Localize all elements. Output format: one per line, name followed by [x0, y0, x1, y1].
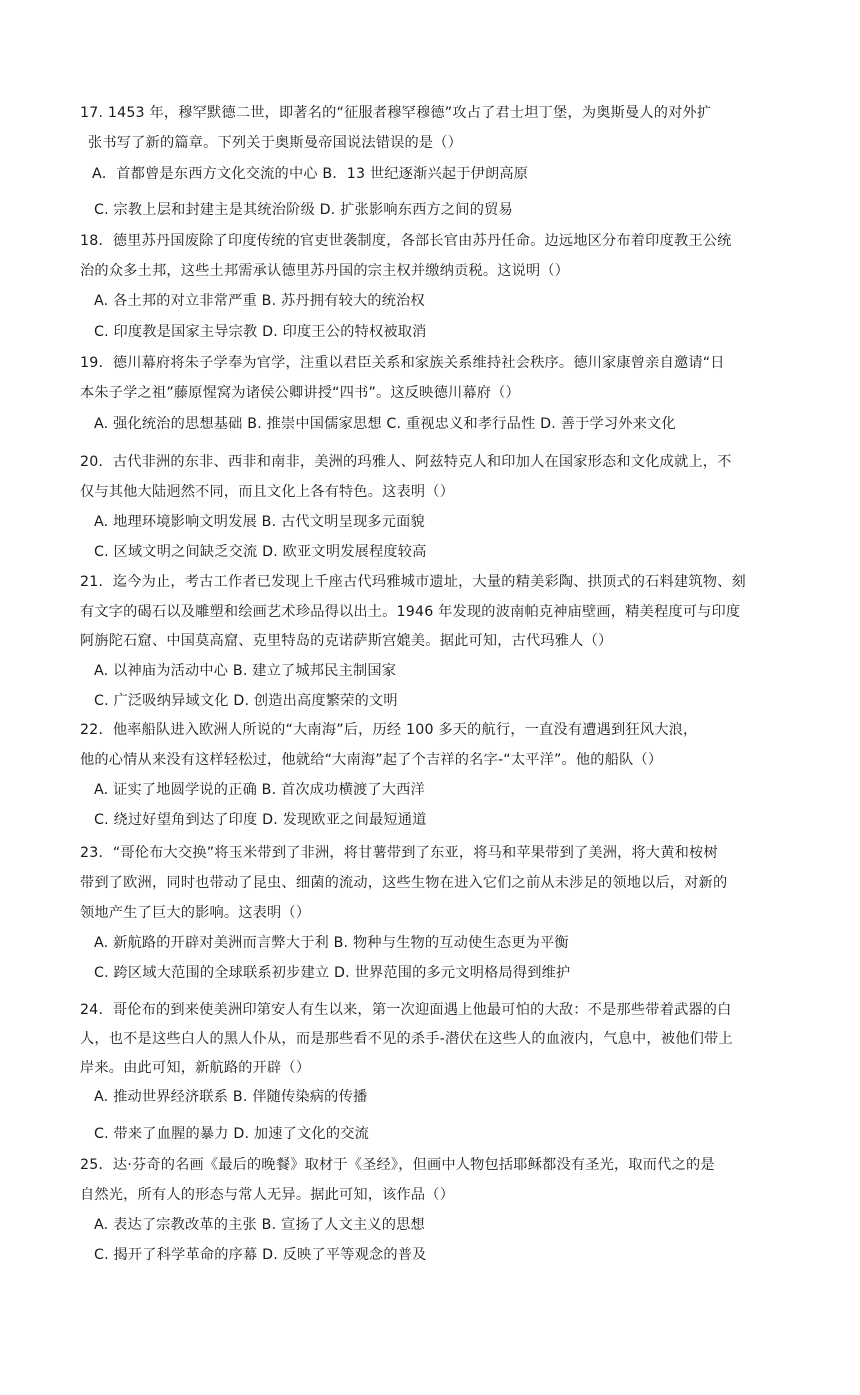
- question-17-option-line-1: A．首都曾是东西方文化交流的中心 B．13 世纪逐渐兴起于伊朗高原: [92, 166, 529, 182]
- question-19-option-line-1: A. 强化统治的思想基础 B. 推崇中国儒家思想 C. 重视忠义和孝行品性 D. 善于学习外来文化: [94, 416, 676, 432]
- question-18-option-line-1: A. 各土邦的对立非常严重 B. 苏丹拥有较大的统治权: [94, 293, 425, 309]
- question-22-stem-line-1: 22．他率船队进入欧洲人所说的“大南海”后，历经 100 多天的航行，一直没有遭遇到狂风大浪，: [80, 722, 698, 738]
- question-23-stem-line-2: 带到了欧洲，同时也带动了昆虫、细菌的流动，这些生物在进入它们之前从未涉足的领地以后，对新的: [80, 875, 728, 891]
- question-19-stem-line-1: 19．德川幕府将朱子学奉为官学，注重以君臣关系和家族关系维持社会秩序。德川家康曾亲自邀请“日: [80, 355, 725, 371]
- question-18-stem-line-2: 治的众多土邦，这些土邦需承认德里苏丹国的宗主权并缴纳贡税。这说明（）: [80, 263, 570, 279]
- question-20-stem-line-2: 仅与其他大陆迥然不同，而且文化上各有特色。这表明（）: [80, 484, 455, 500]
- question-21-stem-line-1: 21．迄今为止，考古工作者已发现上千座古代玛雅城市遗址，大量的精美彩陶、拱顶式的石料建筑物、刻: [80, 574, 746, 590]
- question-22-option-line-1: A. 证实了地圆学说的正确 B. 首次成功横渡了大西洋: [94, 782, 425, 798]
- question-24-option-line-2: C. 带来了血腥的暴力 D. 加速了文化的交流: [94, 1126, 369, 1142]
- question-25-option-line-2: C. 揭开了科学革命的序幕 D. 反映了平等观念的普及: [94, 1247, 427, 1263]
- question-21-option-line-1: A. 以神庙为活动中心 B. 建立了城邦民主制国家: [94, 663, 397, 679]
- question-22-stem-line-2: 他的心情从来没有这样轻松过，他就给“大南海”起了个吉祥的名字-“太平洋”。他的船队（）: [80, 752, 663, 768]
- question-20-stem-line-1: 20．古代非洲的东非、西非和南非，美洲的玛雅人、阿兹特克人和印加人在国家形态和文化成就上，不: [80, 454, 732, 470]
- question-21-option-line-2: C. 广泛吸纳异域文化 D. 创造出高度繁荣的文明: [94, 693, 398, 709]
- question-17-stem-line-2: 张书写了新的篇章。下列关于奥斯曼帝国说法错误的是（）: [88, 135, 463, 151]
- question-24-stem-line-2: 人，也不是这些白人的黑人仆从，而是那些看不见的杀手-潜伏在这些人的血液内，气息中，被他们带上: [80, 1031, 733, 1047]
- question-23-option-line-1: A. 新航路的开辟对美洲而言弊大于利 B. 物种与生物的互动使生态更为平衡: [94, 935, 569, 951]
- question-20-option-line-2: C. 区域文明之间缺乏交流 D. 欧亚文明发展程度较高: [94, 544, 427, 560]
- question-19-stem-line-2: 本朱子学之祖”藤原惺窝为诸侯公卿讲授“四书”。这反映德川幕府（）: [80, 385, 520, 401]
- question-25-stem-line-2: 自然光，所有人的形态与常人无异。据此可知，该作品（）: [80, 1187, 455, 1203]
- question-25-stem-line-1: 25．达·芬奇的名画《最后的晚餐》取材于《圣经》，但画中人物包括耶稣都没有圣光，取而代之的是: [80, 1157, 715, 1173]
- question-24-stem-line-3: 岸来。由此可知，新航路的开辟（）: [80, 1060, 311, 1076]
- question-21-stem-line-3: 阿旃陀石窟、中国莫高窟、克里特岛的克诺萨斯宫媲美。据此可知，古代玛雅人（）: [80, 633, 613, 649]
- question-25-option-line-1: A. 表达了宗教改革的主张 B. 宣扬了人文主义的思想: [94, 1217, 425, 1233]
- question-24-stem-line-1: 24．哥伦布的到来使美洲印第安人有生以来，第一次迎面遇上他最可怕的大敌：不是那些带着武器的白: [80, 1002, 732, 1018]
- question-24-option-line-1: A. 推动世界经济联系 B. 伴随传染病的传播: [94, 1089, 368, 1105]
- question-18-option-line-2: C. 印度教是国家主导宗教 D. 印度王公的特权被取消: [94, 324, 427, 340]
- question-22-option-line-2: C. 绕过好望角到达了印度 D. 发现欧亚之间最短通道: [94, 812, 427, 828]
- question-23-option-line-2: C. 跨区域大范围的全球联系初步建立 D. 世界范围的多元文明格局得到维护: [94, 965, 571, 981]
- question-17-option-line-2: C. 宗教上层和封建主是其统治阶级 D. 扩张影响东西方之间的贸易: [94, 202, 513, 218]
- question-20-option-line-1: A. 地理环境影响文明发展 B. 古代文明呈现多元面貌: [94, 514, 425, 530]
- question-18-stem-line-1: 18．德里苏丹国废除了印度传统的官吏世袭制度，各部长官由苏丹任命。边远地区分布着印度教王公统: [80, 233, 732, 249]
- question-23-stem-line-1: 23．“哥伦布大交换”将玉米带到了非洲，将甘薯带到了东亚，将马和苹果带到了美洲，将大黄和桉树: [80, 845, 718, 861]
- question-17-stem-line-1: 17. 1453 年，穆罕默德二世，即著名的“征服者穆罕穆德”攻占了君士坦丁堡，为奥斯曼人的对外扩: [80, 105, 712, 121]
- question-21-stem-line-2: 有文字的碣石以及雕塑和绘画艺术珍品得以出土。1946 年发现的波南帕克神庙壁画，精美程度可与印度: [80, 604, 741, 620]
- question-23-stem-line-3: 领地产生了巨大的影响。这表明（）: [80, 905, 311, 921]
